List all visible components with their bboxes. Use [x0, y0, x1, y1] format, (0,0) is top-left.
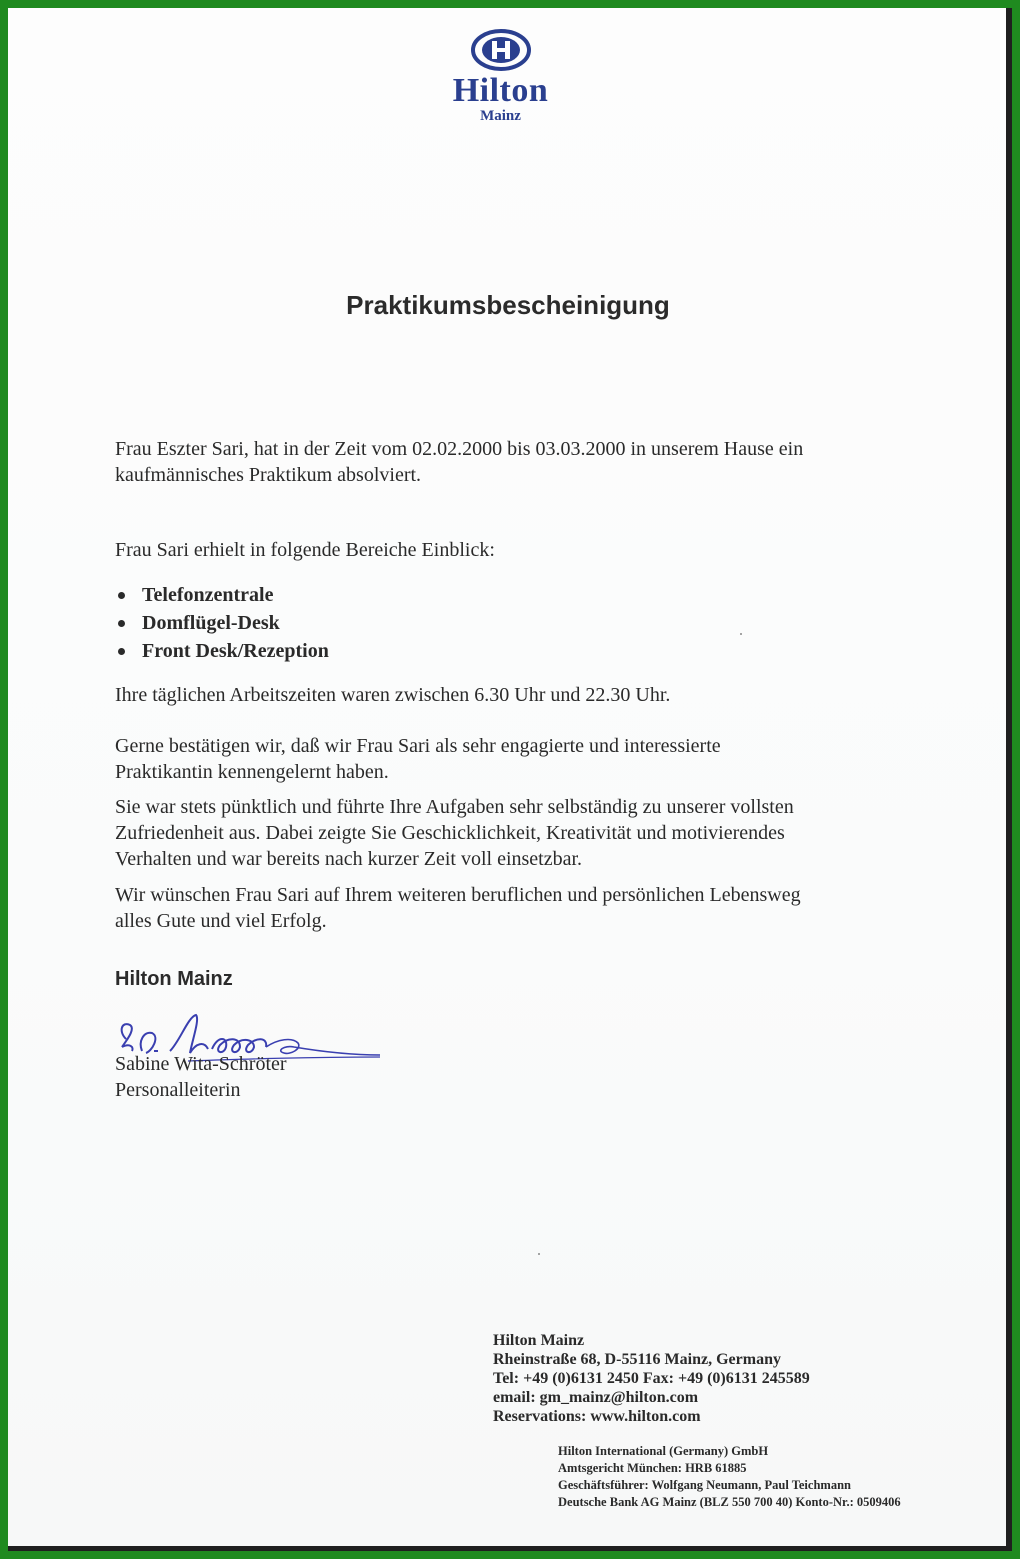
- area-label: Domflügel-Desk: [142, 612, 280, 634]
- bullet-icon: [118, 592, 125, 599]
- hilton-emblem-icon: [470, 28, 532, 72]
- bullet-icon: [118, 620, 125, 627]
- wishes-paragraph: [115, 882, 915, 934]
- intro-paragraph: [115, 436, 915, 488]
- areas-list: [115, 581, 329, 665]
- area-label: Telefonzentrale: [142, 584, 274, 606]
- logo-brand: Hilton: [452, 72, 549, 109]
- address-line: email: gm_mainz@hilton.com: [493, 1389, 699, 1406]
- evaluation-line-1: Sie war stets pünktlich und führte Ihre Aufgaben sehr selbständig zu unserer vollsten: [115, 796, 794, 818]
- wishes-line-2: alles Gute und viel Erfolg.: [115, 910, 327, 932]
- address-line: Hilton Mainz: [493, 1332, 585, 1349]
- hilton-logo: [438, 28, 563, 124]
- areas-intro: Frau Sari erhielt in folgende Bereiche Einblick:: [115, 539, 495, 561]
- address-line: Reservations: www.hilton.com: [493, 1408, 701, 1425]
- address-line: Rheinstraße 68, D-55116 Mainz, Germany: [493, 1351, 781, 1368]
- company-line: Geschäftsführer: Wolfgang Neumann, Paul Teichmann: [558, 1478, 851, 1492]
- confirmation-line-2: Praktikantin kennengelernt haben.: [115, 761, 389, 783]
- company-line: Deutsche Bank AG Mainz (BLZ 550 700 40) Konto-Nr.: 0509406: [558, 1495, 901, 1509]
- intro-line-1: Frau Eszter Sari, hat in der Zeit vom 02.02.2000 bis 03.03.2000 in unserem Hause ein: [115, 438, 804, 460]
- company-info: [558, 1443, 901, 1511]
- area-label: Front Desk/Rezeption: [142, 640, 329, 662]
- confirmation-paragraph: [115, 733, 915, 785]
- signer-block: [115, 1051, 287, 1103]
- bullet-icon: [118, 648, 125, 655]
- document-frame: [8, 8, 1012, 1551]
- list-item: [115, 609, 329, 637]
- evaluation-line-2: Zufriedenheit aus. Dabei zeigte Sie Geschicklichkeit, Kreativität und motivierendes: [115, 822, 785, 844]
- company-line: Hilton International (Germany) GmbH: [558, 1444, 769, 1458]
- signoff: Hilton Mainz: [115, 968, 233, 990]
- address-line: Tel: +49 (0)6131 2450 Fax: +49 (0)6131 245589: [493, 1370, 810, 1387]
- document-page: [8, 8, 1006, 1546]
- logo-city: Mainz: [480, 108, 521, 124]
- page-title: Praktikumsbescheinigung: [346, 290, 670, 320]
- scan-speck: [538, 1253, 540, 1255]
- hours-paragraph: Ihre täglichen Arbeitszeiten waren zwischen 6.30 Uhr und 22.30 Uhr.: [115, 684, 671, 706]
- evaluation-line-3: Verhalten und war bereits nach kurzer Zeit voll einsetzbar.: [115, 848, 583, 870]
- hotel-address: [493, 1331, 810, 1426]
- list-item: [115, 637, 329, 665]
- confirmation-line-1: Gerne bestätigen wir, daß wir Frau Sari als sehr engagierte und interessierte: [115, 735, 721, 757]
- evaluation-paragraph: [115, 794, 915, 872]
- wishes-line-1: Wir wünschen Frau Sari auf Ihrem weiteren beruflichen und persönlichen Lebensweg: [115, 884, 801, 906]
- signer-role: Personalleiterin: [115, 1079, 241, 1101]
- company-line: Amtsgericht München: HRB 61885: [558, 1461, 747, 1475]
- scan-speck: [740, 633, 742, 635]
- signer-name: Sabine Wita-Schröter: [115, 1053, 287, 1075]
- list-item: [115, 581, 329, 609]
- intro-line-2: kaufmännisches Praktikum absolviert.: [115, 464, 422, 486]
